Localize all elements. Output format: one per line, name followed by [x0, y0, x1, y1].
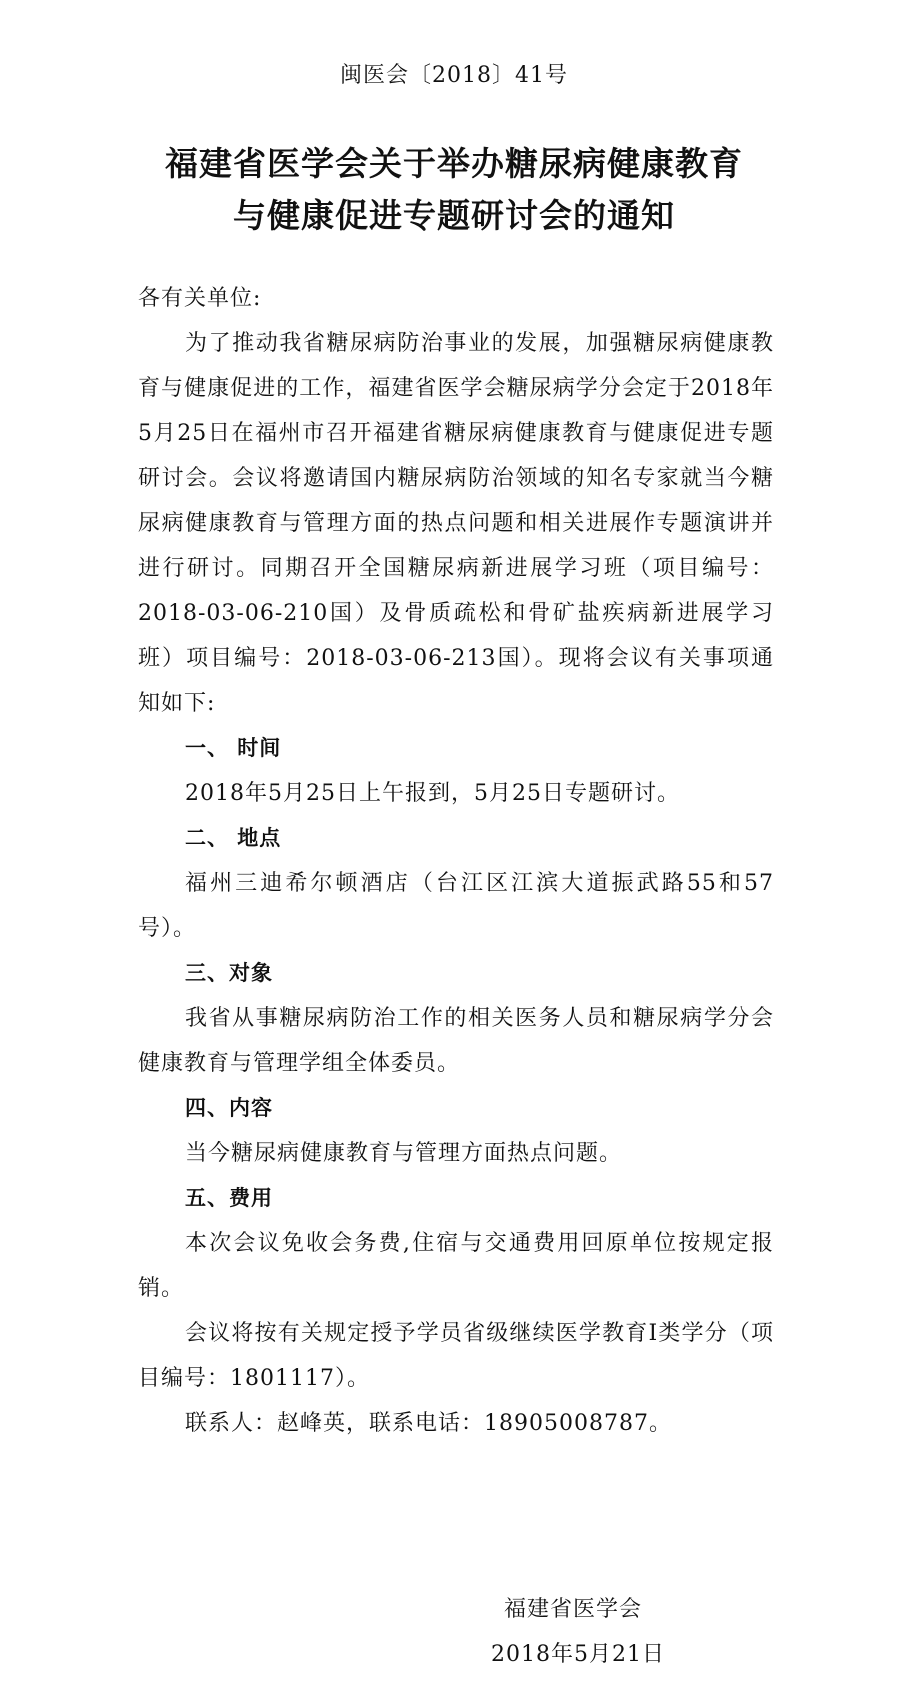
- intro-paragraph: 为了推动我省糖尿病防治事业的发展，加强糖尿病健康教育与健康促进的工作，福建省医学会糖尿病学分会定于2018年5月25日在福州市召开福建省糖尿病健康教育与健康促进专题研讨会。会议将邀请国内糖尿病防治领域的知名专家就当今糖尿病健康教育与管理方面的热点问题和相关进展作专题演讲并进行研讨。同期召开全国糖尿病新进展学习班（项目编号：2018-03-06-210国）及骨质疏松和骨矿盐疾病新进展学习班）项目编号：2018-03-06-213国）。现将会议有关事项通知如下:: [138, 331, 774, 716]
- section-paragraph-content: 当今糖尿病健康教育与管理方面热点问题。: [185, 1141, 623, 1166]
- section-heading-fees: 五、费用: [185, 1186, 273, 1210]
- document-body: [138, 276, 774, 1446]
- section-paragraph-fees: 本次会议免收会务费,住宿与交通费用回原单位按规定报销。: [138, 1231, 774, 1301]
- salutation: 各有关单位:: [138, 286, 262, 311]
- section-paragraph-location: 福州三迪希尔顿酒店（台江区江滨大道振武路55和57号）。: [138, 871, 774, 941]
- title-line-1: 福建省医学会关于举办糖尿病健康教育: [165, 144, 743, 183]
- section-paragraph-contact: 联系人：赵峰英，联系电话：18905008787。: [185, 1411, 672, 1436]
- section-paragraph-audience: 我省从事糖尿病防治工作的相关医务人员和糖尿病学分会健康教育与管理学组全体委员。: [138, 1006, 774, 1076]
- signature-organization: 福建省医学会: [504, 1597, 643, 1622]
- section-heading-location: 二、 地点: [185, 826, 282, 850]
- section-heading-audience: 三、对象: [185, 961, 273, 985]
- title-line-2: 与健康促进专题研讨会的通知: [233, 196, 675, 235]
- section-heading-time: 一、 时间: [185, 736, 282, 760]
- document-title: [0, 138, 908, 242]
- signature-date: 2018年5月21日: [491, 1642, 665, 1667]
- section-paragraph-time: 2018年5月25日上午报到，5月25日专题研讨。: [185, 781, 680, 806]
- doc-number: 闽医会〔2018〕41号: [340, 63, 568, 88]
- section-heading-content: 四、内容: [185, 1096, 273, 1120]
- section-paragraph-credits: 会议将按有关规定授予学员省级继续医学教育I类学分（项目编号：1801117）。: [138, 1321, 774, 1391]
